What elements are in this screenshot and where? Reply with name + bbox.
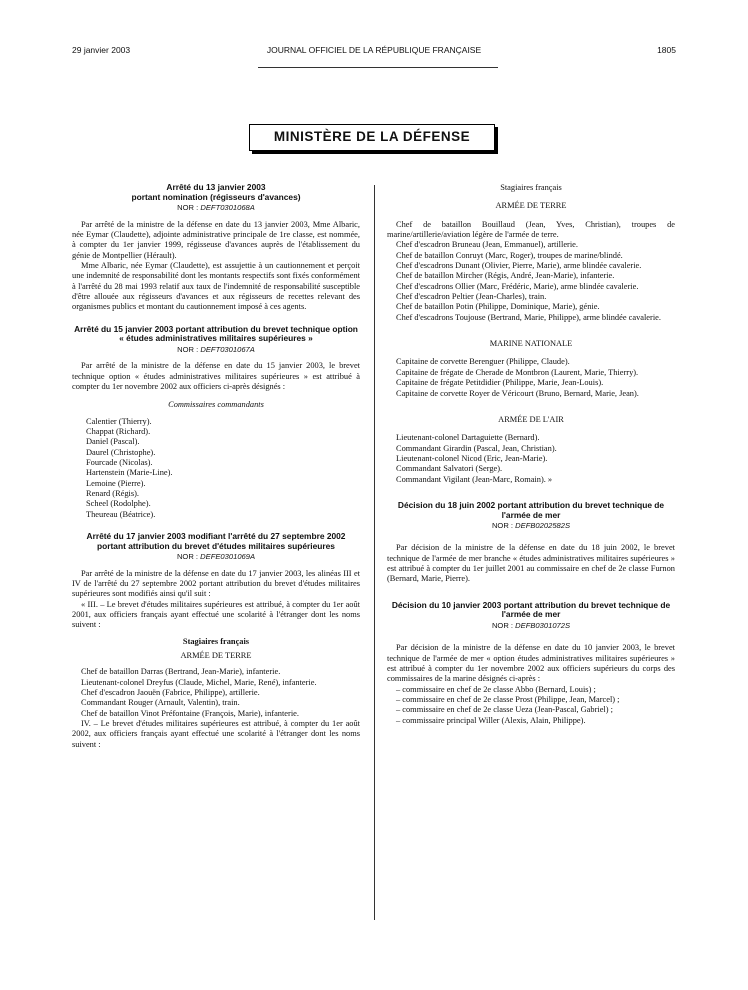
list-item: Capitaine de frégate de Cherade de Montbron (Laurent, Marie, Thierry). — [396, 367, 639, 377]
header-page-number: 1805 — [657, 45, 676, 55]
list-item: Commandant Girardin (Pascal, Jean, Christian). — [396, 443, 557, 453]
list-item: Lemoine (Pierre). — [86, 478, 146, 488]
list-item: Capitaine de frégate Petitdidier (Philippe, Marie, Jean-Louis). — [396, 378, 604, 388]
list-item: Chef d'escadron Jaouën (Fabrice, Philippe), artillerie. — [81, 687, 260, 697]
list-item: Chef de bataillon Conruyt (Marc, Roger), troupes de marine/blindé. — [396, 250, 623, 260]
section-subtitle: MARINE NATIONALE — [489, 339, 573, 349]
list-item: Daniel (Pascal). — [86, 437, 140, 447]
nor-reference: NOR : DEFB0202582S — [491, 521, 571, 531]
section-subtitle: ARMÉE DE L'AIR — [498, 414, 564, 424]
left-column — [72, 183, 360, 750]
list-item: Fourcade (Nicolas). — [86, 457, 153, 467]
paragraph: Mme Albaric, née Eymar (Claudette), est assujettie à un cautionnement et perçoit une indemnité de responsabilité dont les montants respectifs sont fixés conformément à l'arrêté du 28 mai 1993 relatif aux taux de l'indemnité de responsabilité susceptible d'être allouée aux régisseurs d'avances et aux régisseurs de recettes relevant des organismes publics et montant du cautionnement imposé à ces agents. — [72, 260, 360, 312]
section-subtitle: Stagiaires français — [182, 636, 250, 646]
nor-reference: NOR : DEFB0301072S — [491, 621, 571, 630]
article-title: Arrêté du 13 janvier 2003 — [166, 182, 266, 192]
list-item: Lieutenant-colonel Nicod (Eric, Jean-Marie). — [396, 453, 548, 463]
list-item: Chef d'escadrons Ollier (Marc, Frédéric, Marie), arme blindée cavalerie. — [396, 281, 639, 291]
list-item: – commissaire en chef de 2e classe Abbo (Bernard, Louis) ; — [396, 684, 596, 694]
article-title: portant nomination (régisseurs d'avances) — [131, 191, 301, 202]
paragraph: Par décision de la ministre de la défense en date du 10 janvier 2003, le brevet technique de l'armée de mer « option études administratives militaires supérieures » est attribué à compter du 1er novembre 2002 aux officiers supérieurs du corps des commissaires de la marine désignés ci-après : — [387, 643, 675, 684]
list-item: Commandant Rouger (Arnault, Valentin), train. — [81, 698, 240, 708]
article-title: Décision du 18 juin 2002 portant attribution du brevet technique de l'armée de mer — [397, 499, 665, 520]
list-item: Commandant Vigilant (Jean-Marc, Romain). » — [396, 474, 553, 484]
article-title: Arrêté du 17 janvier 2003 modifiant l'arrêté du 27 septembre 2002 portant attribution du brevet d'études militaires supérieures — [86, 530, 346, 551]
list-item: Theureau (Béatrice). — [86, 509, 156, 519]
header-rule — [258, 67, 498, 68]
page-header — [72, 45, 676, 59]
section-subtitle: Stagiaires français — [500, 183, 562, 192]
list-item: – commissaire en chef de 2e classe Ueza (Jean-Pascal, Gabriel) ; — [396, 705, 613, 715]
paragraph: Par arrêté de la ministre de la défense en date du 15 janvier 2003, le brevet technique option « études administratives militaires supérieures » est attribué à compter du 1er novembre 2002 aux officiers ci-après désignés : — [72, 361, 360, 391]
list-item: Calentier (Thierry). — [86, 416, 152, 426]
header-date: 29 janvier 2003 — [72, 45, 131, 55]
list-item: Chef de bataillon Potin (Philippe, Dominique, Marie), génie. — [396, 302, 600, 312]
list-item: Chef d'escadron Bruneau (Jean, Emmanuel), artillerie. — [396, 240, 578, 250]
column-divider — [374, 185, 375, 920]
paragraph: Par arrêté de la ministre de la défense en date du 17 janvier 2003, les alinéas III et IV de l'arrêté du 27 septembre 2002 portant attribution du brevet d'études militaires supérieures sont modifiés ainsi qu'il suit : — [72, 568, 360, 599]
list-item: Chef d'escadron Peltier (Jean-Charles), train. — [396, 292, 547, 302]
article-title: Arrêté du 15 janvier 2003 portant attribution du brevet technique option « études administratives militaires supérieures » — [74, 323, 358, 344]
list-item: Chef d'escadrons Dunant (Olivier, Pierre, Marie), arme blindée cavalerie. — [396, 261, 642, 271]
section-subtitle: Commissaires commandants — [168, 400, 264, 410]
list-item: Lieutenant-colonel Dreyfus (Claude, Michel, Marie, René), infanterie. — [81, 677, 317, 687]
list-item: Chef d'escadrons Toujouse (Bertrand, Marie, Philippe), arme blindée cavalerie. — [396, 312, 661, 322]
list-item: Scheel (Rodolphe). — [86, 499, 151, 509]
list-item: – commissaire principal Willer (Alexis, Alain, Philippe). — [396, 715, 586, 725]
paragraph: Par décision de la ministre de la défense en date du 18 juin 2002, le brevet technique de l'armée de mer branche « études administratives militaires supérieures » est attribué à compter du 1er juillet 2001 au commissaire en chef de 2e classe Furnon (Bernard, Marie, Pierre). — [387, 543, 675, 584]
right-column — [387, 183, 675, 726]
list-item: Capitaine de corvette Royer de Véricourt (Bruno, Bernard, Marie, Jean). — [396, 388, 639, 398]
nor-reference: NOR : DEFT0301067A — [177, 344, 255, 354]
nor-reference: NOR : DEFE0301069A — [176, 552, 256, 562]
article-title: Décision du 10 janvier 2003 portant attribution du brevet technique de l'armée de mer — [391, 599, 671, 620]
paragraph: IV. – Le brevet d'études militaires supérieures est attribué, à compter du 1er août 2002, aux officiers français ayant effectué une scolarité à l'étranger dont les noms suivent : — [72, 718, 360, 749]
nor-reference: NOR : DEFT0301068A — [177, 203, 255, 213]
paragraph: Par arrêté de la ministre de la défense en date du 13 janvier 2003, Mme Albaric, née Eymar (Claudette), adjointe administrative principale de 1re classe, est nommée, à compter du 1er janvier 1999, régisseuse d'avances auprès de l'établissement du génie de Montpellier (Hérault). — [72, 219, 360, 260]
section-subtitle: ARMÉE DE TERRE — [180, 650, 252, 660]
list-item: Daurel (Christophe). — [86, 447, 156, 457]
list-item: – commissaire en chef de 2e classe Prost (Philippe, Jean, Marcel) ; — [396, 695, 620, 705]
list-item: Lieutenant-colonel Dartaguiette (Bernard). — [396, 433, 540, 443]
list-item: Renard (Régis). — [86, 488, 140, 498]
list-item: Chappat (Richard). — [86, 426, 151, 436]
list-item: Capitaine de corvette Berenguer (Philippe, Claude). — [396, 357, 570, 367]
list-item: Chef de bataillon Bouillaud (Jean, Yves, Christian), troupes de marine/artillerie/aviation légère de l'armée de terre. — [387, 219, 675, 240]
list-item: Chef de bataillon Vinot Préfontaine (François, Marie), infanterie. — [81, 708, 299, 718]
list-item: Commandant Salvatori (Serge). — [396, 464, 503, 474]
section-subtitle: ARMÉE DE TERRE — [495, 201, 567, 211]
list-item: Hartenstein (Marie-Line). — [86, 468, 173, 478]
list-item: Chef de bataillon Mircher (Régis, André, Jean-Marie), infanterie. — [396, 271, 615, 281]
paragraph: « III. – Le brevet d'études militaires supérieures est attribué, à compter du 1er août 2001, aux officiers français ayant effectué une scolarité à l'étranger dont les noms suivent : — [72, 599, 360, 630]
header-journal-title: JOURNAL OFFICIEL DE LA RÉPUBLIQUE FRANÇAISE — [266, 45, 482, 55]
list-item: Chef de bataillon Darras (Bertrand, Jean-Marie), infanterie. — [81, 667, 281, 677]
ministry-title: MINISTÈRE DE LA DÉFENSE — [249, 124, 495, 151]
